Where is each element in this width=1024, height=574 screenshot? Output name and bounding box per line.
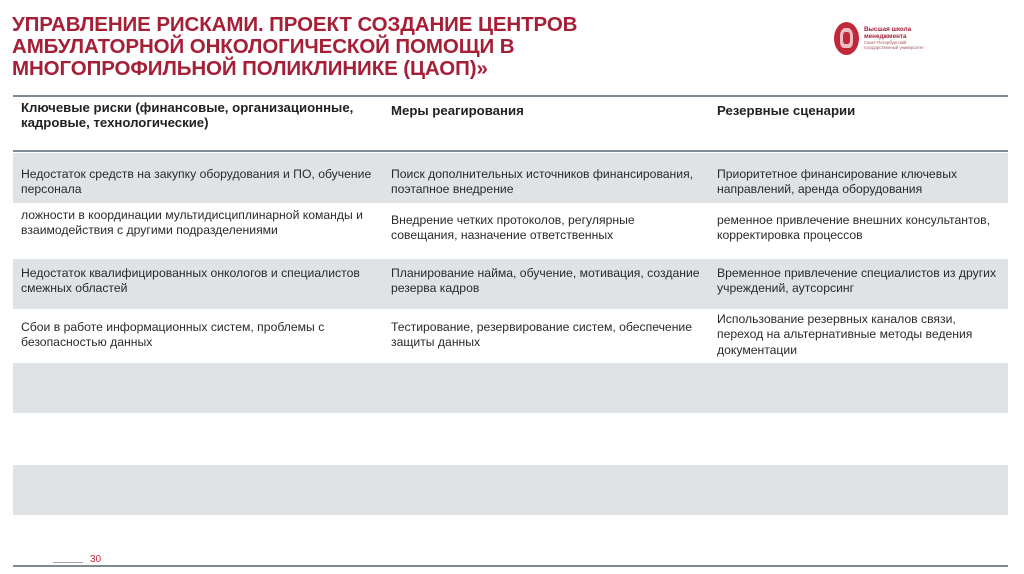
table-cell: Внедрение четких протоколов, регулярные совещания, назначение ответственных — [391, 213, 635, 243]
title-line-2: АМБУЛАТОРНОЙ ОНКОЛОГИЧЕСКОЙ ПОМОЩИ В — [12, 35, 515, 58]
logo-text — [864, 26, 924, 50]
table-cell: Временное привлечение специалистов из других учреждений, аутсорсинг — [717, 266, 997, 296]
table-cell: Тестирование, резервирование систем, обеспечение защиты данных — [391, 320, 693, 350]
page-number: 30 — [90, 554, 102, 565]
table-cell: ременное привлечение внешних консультантов, корректировка процессов — [717, 213, 991, 243]
table-cell: Приоритетное финансирование ключевых направлений, аренда оборудования — [717, 167, 958, 197]
university-emblem-icon — [834, 22, 859, 55]
table-header-row — [13, 97, 1008, 152]
table-row-empty — [13, 515, 1008, 565]
table-row-empty — [13, 362, 1008, 413]
hsm-logo — [834, 20, 954, 56]
table-row — [13, 203, 1008, 258]
table-cell: Планирование найма, обучение, мотивация, создание резерва кадров — [391, 266, 700, 296]
table-cell: Поиск дополнительных источников финансирования, поэтапное внедрение — [391, 167, 694, 197]
table-cell: Сбои в работе информационных систем, проблемы с безопасностью данных — [21, 320, 325, 350]
table-cell — [380, 465, 710, 515]
table-row — [13, 309, 1008, 362]
risk-table — [13, 95, 1008, 567]
title-line-1: УПРАВЛЕНИЕ РИСКАМИ. ПРОЕКТ СОЗДАНИЕ ЦЕНТРОВ — [12, 13, 578, 36]
header-response-measures: Меры реагирования — [391, 103, 524, 118]
table-row — [13, 152, 1008, 203]
table-cell: Недостаток квалифицированных онкологов и специалистов смежных областей — [21, 266, 360, 296]
table-cell — [13, 465, 380, 515]
table-cell — [380, 516, 710, 565]
table-row-empty — [13, 464, 1008, 515]
logo-name-line-1: Высшая школа — [864, 26, 912, 33]
table-cell — [710, 465, 1008, 515]
table-cell — [13, 363, 380, 413]
table-cell — [380, 414, 710, 464]
logo-sub-line-2: государственный университет — [864, 45, 925, 50]
table-cell — [710, 516, 1008, 565]
table-row — [13, 258, 1008, 309]
slide-title — [12, 13, 578, 80]
table-cell — [13, 414, 380, 464]
table-cell — [710, 414, 1008, 464]
header-key-risks: Ключевые риски (финансовые, организационные, кадровые, технологические) — [21, 100, 354, 130]
table-cell — [380, 363, 710, 413]
table-cell — [710, 363, 1008, 413]
header-backup-scenarios: Резервные сценарии — [717, 103, 856, 118]
table-cell: Использование резервных каналов связи, переход на альтернативные методы ведения документации — [717, 312, 973, 357]
table-row-empty — [13, 413, 1008, 464]
logo-name-line-2: менеджмента — [864, 33, 907, 40]
title-line-3: МНОГОПРОФИЛЬНОЙ ПОЛИКЛИНИКЕ (ЦАОП)» — [12, 57, 488, 80]
footer-divider — [53, 562, 83, 563]
logo-sub-line-1: Санкт-Петербургский — [864, 40, 907, 45]
table-cell — [13, 516, 380, 565]
table-cell: ложности в координации мультидисциплинарной команды и взаимодействия с другими подразделениями — [21, 208, 363, 238]
table-cell: Недостаток средств на закупку оборудования и ПО, обучение персонала — [21, 167, 372, 197]
